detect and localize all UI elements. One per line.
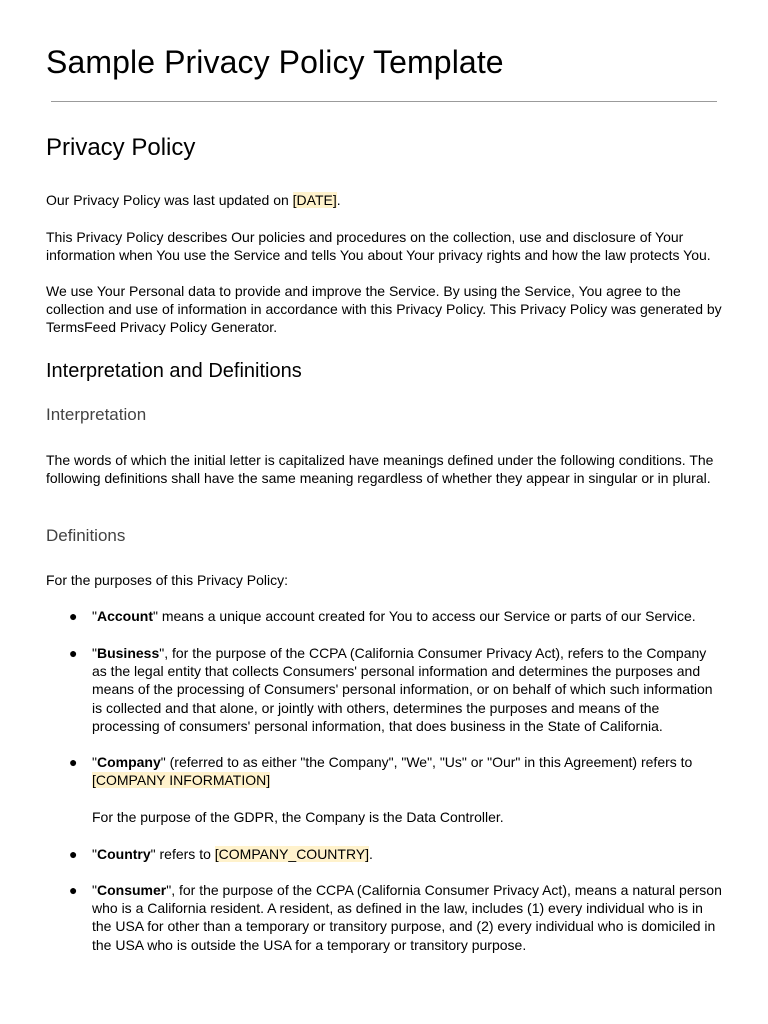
- company-information-placeholder: [COMPANY INFORMATION]: [92, 772, 271, 789]
- intro-paragraph-description: This Privacy Policy describes Our policies and procedures on the collection, use and disclosure of Your information when You use the Service and tells You about Your privacy rights and how the law protects You.: [46, 229, 711, 264]
- definition-term-company: Company: [96, 754, 161, 770]
- last-updated-paragraph: [46, 191, 722, 209]
- company-country-placeholder: [COMPANY_COUNTRY]: [214, 846, 370, 862]
- document-title: Sample Privacy Policy Template: [46, 44, 504, 80]
- date-placeholder: [DATE]: [292, 192, 337, 208]
- bullet-icon: ●: [69, 846, 78, 862]
- definition-text-consumer: "Consumer", for the purpose of the CCPA (California Consumer Privacy Act), means a natural person who is a California resident. A resident, as defined in the law, includes (1) every individual who is in the USA for other than a temporary or transitory purpose, and (2) every individual who is domiciled in the USA who is outside the USA for a temporary or transitory purpose.: [92, 882, 722, 953]
- last-updated-suffix: .: [336, 192, 341, 208]
- privacy-policy-heading: Privacy Policy: [46, 134, 196, 161]
- bullet-icon: ●: [69, 882, 78, 898]
- definition-text-account: "Account" means a unique account created for You to access our Service or parts of our Service.: [92, 608, 696, 624]
- definition-term-business: Business: [96, 645, 160, 661]
- intro-paragraph-consent: We use Your Personal data to provide and improve the Service. By using the Service, You agree to the collection and use of information in accordance with this Privacy Policy. This Privacy Policy was generated by TermsFeed Privacy Policy Generator.: [46, 283, 722, 336]
- bullet-icon: ●: [69, 608, 78, 624]
- definitions-intro: For the purposes of this Privacy Policy:: [46, 572, 288, 588]
- interpretation-definitions-heading: Interpretation and Definitions: [46, 360, 302, 382]
- definition-term-country: Country: [96, 846, 151, 862]
- interpretation-paragraph: The words of which the initial letter is capitalized have meanings defined under the following conditions. The following definitions shall have the same meaning regardless of whether they appear in singular or in plural.: [46, 452, 714, 487]
- last-updated-prefix: Our Privacy Policy was last updated on: [46, 192, 293, 208]
- definition-text-country: "Country" refers to [COMPANY_COUNTRY].: [92, 846, 373, 862]
- interpretation-subheading: Interpretation: [46, 405, 147, 424]
- gdpr-controller-note: For the purpose of the GDPR, the Company is the Data Controller.: [92, 809, 504, 825]
- definition-term-consumer: Consumer: [96, 882, 167, 898]
- title-divider: [51, 101, 717, 102]
- bullet-icon: ●: [69, 645, 78, 661]
- definition-text-business: "Business", for the purpose of the CCPA (California Consumer Privacy Act), refers to the Company as the legal entity that collects Consumers' personal information and determines the purposes and means of the processing of Consumers' personal information, or on behalf of which such information is collected and that alone, or jointly with others, determines the purposes and means of the processing of consumers' personal information, that does business in the State of California.: [92, 645, 713, 734]
- definitions-subheading: Definitions: [46, 526, 126, 545]
- definition-text-company: "Company" (referred to as either "the Company", "We", "Us" or "Our" in this Agreement) refers to [COMPANY INFORMATION]: [92, 754, 693, 789]
- definition-term-account: Account: [96, 608, 153, 624]
- bullet-icon: ●: [69, 754, 78, 770]
